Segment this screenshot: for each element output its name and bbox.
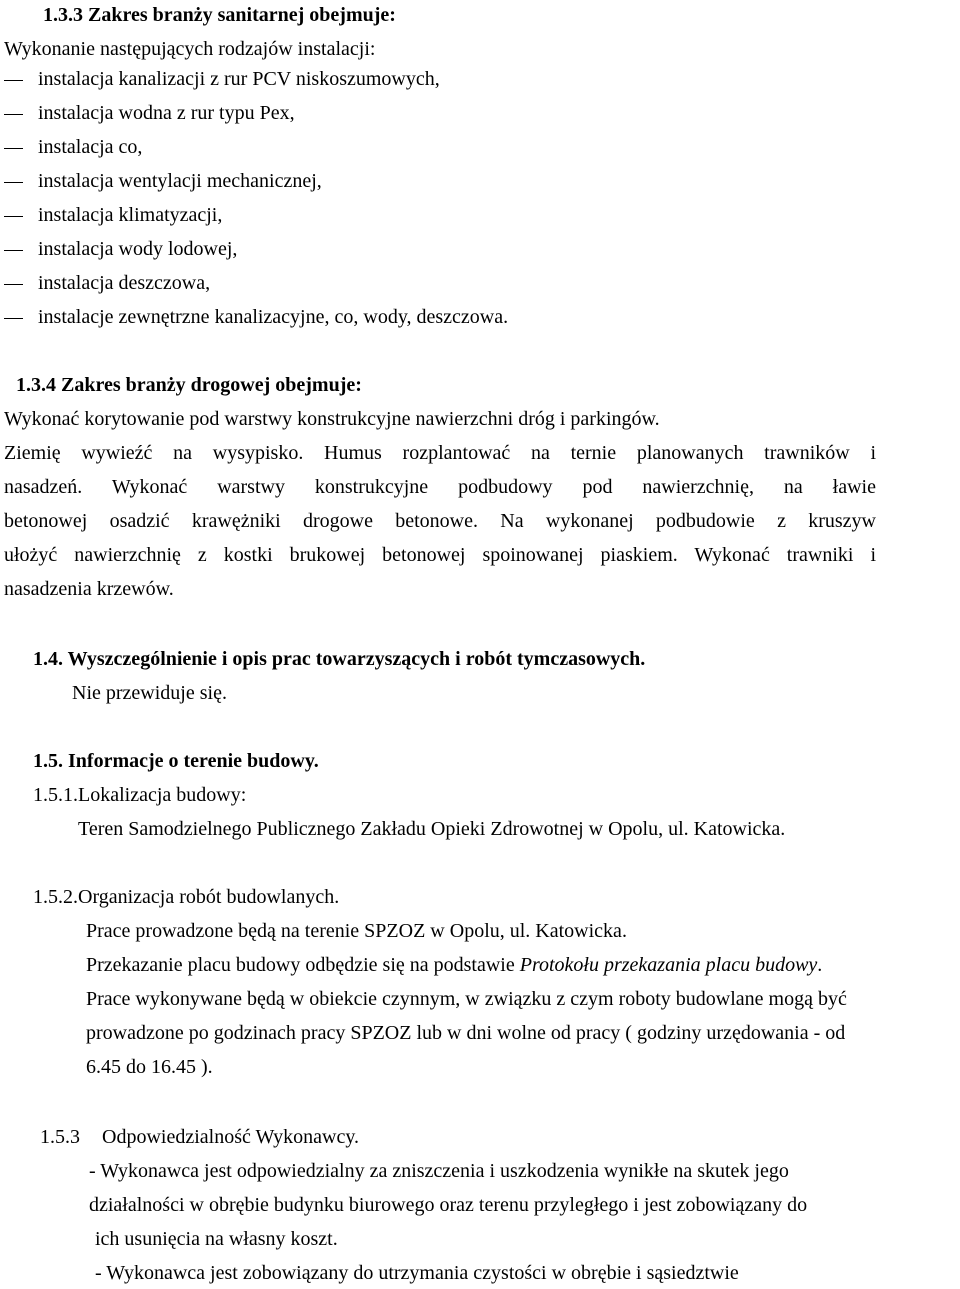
list-item: instalacja co, xyxy=(38,136,143,158)
paragraph-line: Ziemię wywieźć na wysypisko. Humus rozplantować na ternie planowanych trawników i xyxy=(4,442,876,464)
list-item: instalacja wody lodowej, xyxy=(38,238,238,260)
paragraph-line: ich usunięcia na własny koszt. xyxy=(95,1228,338,1250)
section-1-5-2-heading: 1.5.2.Organizacja robót budowlanych. xyxy=(33,886,340,908)
section-1-4-text: Nie przewiduje się. xyxy=(72,682,227,704)
paragraph-line: Wykonać korytowanie pod warstwy konstrukcyjne nawierzchni dróg i parkingów. xyxy=(4,408,660,430)
dash-bullet-icon xyxy=(4,114,23,115)
text-segment: Przekazanie placu budowy odbędzie się na podstawie xyxy=(86,954,520,976)
dash-bullet-icon xyxy=(4,148,23,149)
section-1-5-3-number: 1.5.3 xyxy=(40,1126,80,1148)
section-1-3-3-heading: 1.3.3 Zakres branży sanitarnej obejmuje: xyxy=(43,4,396,26)
section-1-4-heading: 1.4. Wyszczególnienie i opis prac towarzyszących i robót tymczasowych. xyxy=(33,648,646,670)
paragraph-line: - Wykonawca jest odpowiedzialny za zniszczenia i uszkodzenia wynikłe na skutek jego xyxy=(89,1160,789,1182)
section-1-5-1-text: Teren Samodzielnego Publicznego Zakładu Opieki Zdrowotnej w Opolu, ul. Katowicka. xyxy=(78,818,786,840)
paragraph-line: nasadzenia krzewów. xyxy=(4,578,174,600)
list-item: instalacja wodna z rur typu Pex, xyxy=(38,102,295,124)
list-item: instalacja wentylacji mechanicznej, xyxy=(38,170,322,192)
dash-bullet-icon xyxy=(4,284,23,285)
paragraph-line: prowadzone po godzinach pracy SPZOZ lub w dni wolne od pracy ( godziny urzędowania - od xyxy=(86,1022,846,1044)
paragraph-line: nasadzeń. Wykonać warstwy konstrukcyjne podbudowy pod nawierzchnię, na ławie xyxy=(4,476,876,498)
dash-bullet-icon xyxy=(4,80,23,81)
paragraph-line: Prace wykonywane będą w obiekcie czynnym, w związku z czym roboty budowlane mogą być xyxy=(86,988,847,1010)
list-item: instalacja deszczowa, xyxy=(38,272,211,294)
dash-bullet-icon xyxy=(4,182,23,183)
paragraph-line: działalności w obrębie budynku biurowego oraz terenu przyległego i jest zobowiązany do xyxy=(89,1194,808,1216)
section-1-5-3-title: Odpowiedzialność Wykonawcy. xyxy=(102,1126,360,1148)
list-item: instalacja kanalizacji z rur PCV niskoszumowych, xyxy=(38,68,440,90)
list-item: instalacja klimatyzacji, xyxy=(38,204,223,226)
paragraph-line: Prace prowadzone będą na terenie SPZOZ w Opolu, ul. Katowicka. xyxy=(86,920,627,942)
section-1-5-heading: 1.5. Informacje o terenie budowy. xyxy=(33,750,319,772)
paragraph-line: ułożyć nawierzchnię z kostki brukowej betonowej spoinowanej piaskiem. Wykonać trawniki i xyxy=(4,544,876,566)
dash-bullet-icon xyxy=(4,318,23,319)
dash-bullet-icon xyxy=(4,216,23,217)
paragraph-line: 6.45 do 16.45 ). xyxy=(86,1056,213,1078)
section-1-5-1-heading: 1.5.1.Lokalizacja budowy: xyxy=(33,784,247,806)
list-item: instalacje zewnętrzne kanalizacyjne, co, wody, deszczowa. xyxy=(38,306,509,328)
paragraph-line: betonowej osadzić krawężniki drogowe betonowe. Na wykonanej podbudowie z kruszyw xyxy=(4,510,876,532)
paragraph-line: - Wykonawca jest zobowiązany do utrzymania czystości w obrębie i sąsiedztwie xyxy=(95,1262,739,1284)
section-1-3-4-heading: 1.3.4 Zakres branży drogowej obejmuje: xyxy=(16,374,362,396)
text-segment: . xyxy=(817,954,823,976)
section-1-3-3-intro: Wykonanie następujących rodzajów instalacji: xyxy=(4,38,376,60)
dash-bullet-icon xyxy=(4,250,23,251)
paragraph-line xyxy=(86,953,822,977)
protocol-title: Protokołu przekazania placu budowy xyxy=(519,954,818,976)
